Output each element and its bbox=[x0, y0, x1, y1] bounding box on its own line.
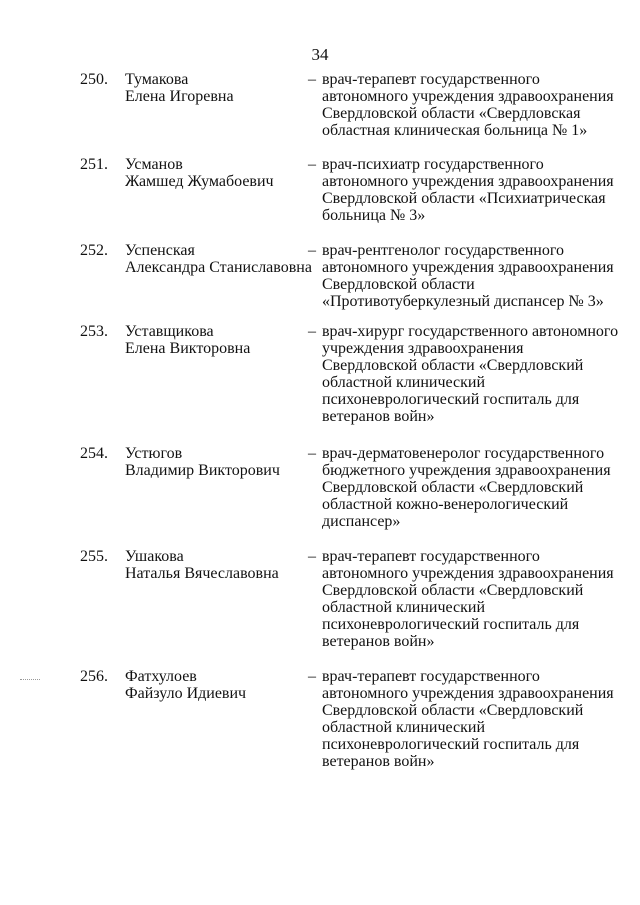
description-line: Свердловской области «Свердловский bbox=[322, 702, 584, 719]
dash-separator: – bbox=[308, 323, 316, 340]
person-name bbox=[125, 323, 305, 357]
surname: Ушакова bbox=[125, 548, 184, 565]
given-names: Файзуло Идиевич bbox=[125, 685, 247, 702]
surname: Усманов bbox=[125, 156, 183, 173]
entry-number: 253. bbox=[80, 323, 108, 340]
description-line: автономного учреждения здравоохранения bbox=[322, 173, 614, 190]
entry-number: 254. bbox=[80, 445, 108, 462]
description-line: Свердловской области «Свердловский bbox=[322, 357, 584, 374]
position-description bbox=[322, 323, 622, 425]
dash-separator: – bbox=[308, 156, 316, 173]
entry-number: 252. bbox=[80, 242, 108, 259]
description-line: ветеранов войн» bbox=[322, 633, 435, 650]
position-description bbox=[322, 71, 622, 139]
entry-number: 256. bbox=[80, 668, 108, 685]
description-line: больница № 3» bbox=[322, 207, 426, 224]
surname: Успенская bbox=[125, 242, 195, 259]
description-line: областной кожно-венерологический bbox=[322, 496, 569, 513]
person-name bbox=[125, 156, 305, 190]
surname: Уставщикова bbox=[125, 323, 214, 340]
given-names: Елена Игоревна bbox=[125, 88, 234, 105]
description-line: Свердловской области «Свердловский bbox=[322, 582, 584, 599]
given-names: Наталья Вячеславовна bbox=[125, 565, 279, 582]
description-line: областной клинический bbox=[322, 599, 486, 616]
given-names: Александра Станиславовна bbox=[125, 259, 312, 276]
description-line: автономного учреждения здравоохранения bbox=[322, 565, 614, 582]
description-line: врач-хирург государственного автономного bbox=[322, 323, 619, 340]
description-line: Свердловской области «Психиатрическая bbox=[322, 190, 606, 207]
description-line: врач-терапевт государственного bbox=[322, 548, 540, 565]
description-line: Свердловской области «Свердловская bbox=[322, 105, 581, 122]
description-line: врач-терапевт государственного bbox=[322, 668, 540, 685]
dash-separator: – bbox=[308, 668, 316, 685]
dash-separator: – bbox=[308, 242, 316, 259]
surname: Тумакова bbox=[125, 71, 189, 88]
entry-number: 250. bbox=[80, 71, 108, 88]
person-name bbox=[125, 548, 305, 582]
description-line: психоневрологический госпиталь для bbox=[322, 736, 580, 753]
description-line: ветеранов войн» bbox=[322, 408, 435, 425]
description-line: «Противотуберкулезный диспансер № 3» bbox=[322, 293, 604, 310]
given-names: Жамшед Жумабоевич bbox=[125, 173, 274, 190]
description-line: психоневрологический госпиталь для bbox=[322, 616, 580, 633]
dash-separator: – bbox=[308, 548, 316, 565]
given-names: Елена Викторовна bbox=[125, 340, 251, 357]
person-name bbox=[125, 242, 312, 276]
surname: Устюгов bbox=[125, 445, 183, 462]
person-name bbox=[125, 668, 305, 702]
description-line: автономного учреждения здравоохранения bbox=[322, 88, 614, 105]
description-line: Свердловской области bbox=[322, 276, 475, 293]
description-line: врач-психиатр государственного bbox=[322, 156, 544, 173]
description-line: диспансер» bbox=[322, 513, 401, 530]
entry-number: 251. bbox=[80, 156, 108, 173]
person-name bbox=[125, 445, 305, 479]
surname: Фатхулоев bbox=[125, 668, 197, 685]
dash-separator: – bbox=[308, 445, 316, 462]
position-description bbox=[322, 156, 622, 224]
position-description bbox=[322, 445, 622, 530]
description-line: Свердловской области «Свердловский bbox=[322, 479, 584, 496]
person-name bbox=[125, 71, 305, 105]
description-line: областная клиническая больница № 1» bbox=[322, 122, 588, 139]
description-line: автономного учреждения здравоохранения bbox=[322, 259, 614, 276]
description-line: врач-дерматовенеролог государственного bbox=[322, 445, 605, 462]
description-line: бюджетного учреждения здравоохранения bbox=[322, 462, 611, 479]
position-description bbox=[322, 668, 622, 770]
given-names: Владимир Викторович bbox=[125, 462, 280, 479]
description-line: психоневрологический госпиталь для bbox=[322, 391, 580, 408]
description-line: учреждения здравоохранения bbox=[322, 340, 524, 357]
page-number: 34 bbox=[311, 45, 329, 64]
dash-separator: – bbox=[308, 71, 316, 88]
position-description bbox=[322, 548, 622, 650]
description-line: врач-терапевт государственного bbox=[322, 71, 540, 88]
margin-mark bbox=[20, 679, 40, 681]
position-description bbox=[322, 242, 622, 310]
description-line: автономного учреждения здравоохранения bbox=[322, 685, 614, 702]
description-line: областной клинический bbox=[322, 719, 486, 736]
description-line: врач-рентгенолог государственного bbox=[322, 242, 565, 259]
description-line: ветеранов войн» bbox=[322, 753, 435, 770]
entry-number: 255. bbox=[80, 548, 108, 565]
description-line: областной клинический bbox=[322, 374, 486, 391]
